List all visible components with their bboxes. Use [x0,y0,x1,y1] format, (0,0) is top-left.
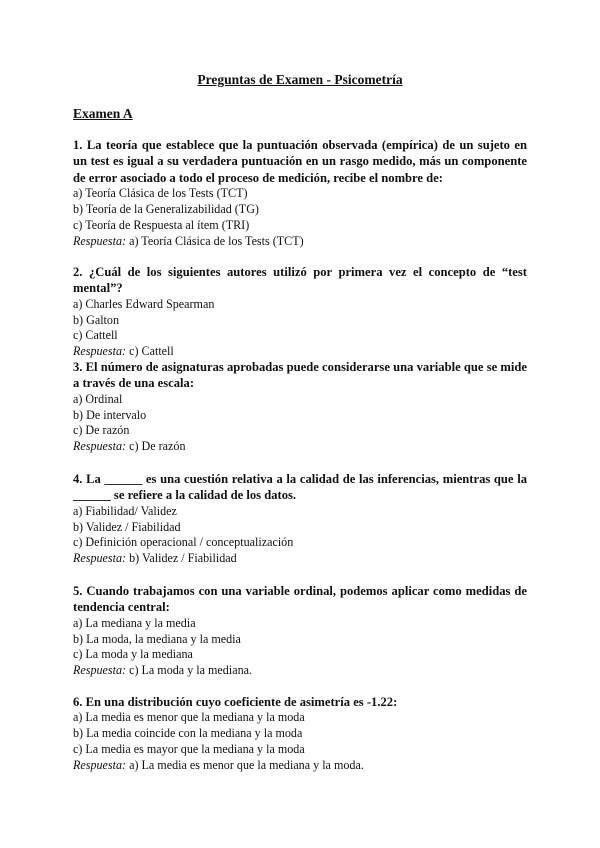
answer-line [73,551,527,567]
option-a: a) La media es menor que la mediana y la moda [73,710,305,725]
question-stem: 3. El número de asignaturas aprobadas puede considerarse una variable que se mide a través de una escala: [73,360,527,391]
answer-label: Respuesta: [73,663,127,678]
option-c: c) Definición operacional / conceptualización [73,535,294,550]
option-a: a) Fiabilidad/ Validez [73,503,177,518]
answer-label: Respuesta: [73,439,127,454]
option-a: a) La mediana y la media [73,615,196,630]
answer-line [73,344,527,360]
option-b: b) La media coincide con la mediana y la moda [73,726,303,741]
question-stem: 1. La teoría que establece que la puntuación observada (empírica) de un sujeto en un test es igual a su verdadera puntuación en un rasgo medido, más un componente de error asociado a todo el proceso de medición, recibe el nombre de: [73,138,527,185]
option-c: c) Cattell [73,328,118,343]
answer-text: a) Teoría Clásica de los Tests (TCT) [129,233,304,248]
answer-text: c) La moda y la mediana. [129,663,253,678]
option-a: a) Teoría Clásica de los Tests (TCT) [73,186,248,201]
option-b: b) Galton [73,312,120,327]
exam-heading: Examen A [73,106,133,121]
option-c: c) De razón [73,423,130,438]
option-c: c) La moda y la mediana [73,647,193,662]
option-b: b) Teoría de la Generalizabilidad (TG) [73,202,259,217]
answer-text: c) Cattell [129,344,174,359]
answer-line [73,663,527,679]
answer-line [73,234,527,250]
question-stem: 6. En una distribución cuyo coeficiente de asimetría es -1.22: [73,695,398,709]
question-5 [73,583,527,679]
option-a: a) Ordinal [73,391,123,406]
question-stem: 2. ¿Cuál de los siguientes autores utilizó por primera vez el concepto de “test mental”? [73,265,527,296]
answer-label: Respuesta: [73,757,127,772]
answer-text: a) La media es menor que la mediana y la moda. [129,757,364,772]
answer-label: Respuesta: [73,233,127,248]
question-2 [73,264,527,360]
option-b: b) Validez / Fiabilidad [73,519,181,534]
answer-text: b) Validez / Fiabilidad [129,551,237,566]
question-1 [73,137,527,249]
answer-text: c) De razón [129,439,186,454]
question-6 [73,694,527,774]
document-title: Preguntas de Examen - Psicometría [197,72,403,87]
answer-label: Respuesta: [73,344,127,359]
question-3 [73,359,527,455]
question-stem: 5. Cuando trabajamos con una variable ordinal, podemos aplicar como medidas de tendencia central: [73,584,527,615]
option-b: b) La moda, la mediana y la media [73,631,241,646]
question-stem: 4. La ______ es una cuestión relativa a la calidad de las inferencias, mientras que la ______ se refiere a la calidad de los datos. [73,472,527,503]
question-4 [73,471,527,567]
option-c: c) Teoría de Respuesta al ítem (TRI) [73,217,250,232]
answer-line [73,758,527,774]
answer-line [73,439,527,455]
answer-label: Respuesta: [73,551,127,566]
option-b: b) De intervalo [73,407,147,422]
option-a: a) Charles Edward Spearman [73,296,215,311]
option-c: c) La media es mayor que la mediana y la moda [73,742,305,756]
